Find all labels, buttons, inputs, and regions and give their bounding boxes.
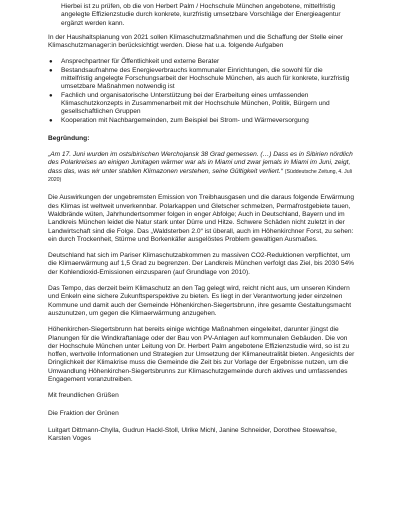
- task-item: ● Kooperation mit Nachbargemeinden, zum Beispiel bei Strom- und Wärmeversorgung: [48, 117, 356, 125]
- task-item: ● Bestandsaufnahme des Energieverbrauchs kommunaler Einrichtungen, die sowohl für die mittelfristig angelegte Forschungsarbeit der Hochschule München, als auch für konkrete, kurzfristig umsetzbare Maßnahmen notwendig ist: [48, 67, 356, 92]
- task-item: ● Ansprechpartner für Öffentlichkeit und externe Berater: [48, 58, 356, 66]
- greeting: Mit freundlichen Grüßen: [48, 392, 119, 400]
- quote-text: „Am 17. Juni wurden im ostsibirischen Werchojansk 38 Grad gemessen. (…) Dass es in Sibirien nördlich des Polarkreises an einigen Junitagen wärmer war als in Miami und zwar jemals in Miami im Juni, zeigt, dass das, was wir unter stabilen Klimazonen verstehen, seine Gültigkeit verliert.“: [48, 151, 353, 175]
- faction-name: Die Fraktion der Grünen: [48, 409, 119, 417]
- quote-block: [48, 151, 356, 184]
- reason-heading: Begründung:: [48, 134, 90, 142]
- tempo-paragraph: Das Tempo, das derzeit beim Klimaschutz an den Tag gelegt wird, reicht nicht aus, um unseren Kindern und Enkeln eine sichere Zukunftsperspektive zu bieten. Es liegt in der Verantwortung jeder einzelnen Kommune und damit auch der Gemeinde Höhenkirchen-Siegertsbrunn, ihre gesamte Gestaltungsmacht auszunutzen, um gegen die Klimaerwärmung anzugehen.: [48, 285, 352, 317]
- municipality-paragraph: Höhenkirchen-Siegertsbrunn hat bereits einige wichtige Maßnahmen eingeleitet, darunter jüngst die Planungen für die Windkraftanlage oder der Bau von PV-Anlagen auf kommunalen Gebäuden. Die von der Hochschule München unter Leitung von Dr. Herbert Palm angebotene Effizienzstudie wird, so ist zu hoffen, wertvolle Informationen und Strategien zur Umsetzung der Klimaneutralität bieten. Angesichts der Dringlichkeit der Klimakrise muss die Gemeinde die Zeit bis zur Vorlage der Ergebnisse nutzen, um die Umwandlung Höhenkirchen-Siegertsbrunns zur Klimaschutzgemeinde durch aktives und umfassendes Engagement voranzutreiben.: [48, 326, 355, 383]
- signatories: Luitgart Dittmann-Chylla, Gudrun Hackl-Stoll, Ulrike Michl, Janine Schneider, Dorothee Stoewahse, Karsten Voges: [48, 426, 337, 443]
- paris-paragraph: Deutschland hat sich im Pariser Klimaschutzabkommen zu massiven CO2-Reduktionen verpflichtet, um die Klimaerwärmung auf 1,5 Grad zu begrenzen. Der Landkreis München verfolgt das Ziel, bis 2030 54% der Kohlendioxid-Emissionen einzusparen (auf Grundlage von 2010).: [48, 252, 355, 276]
- task-item: ● Fachlich und organisatorische Unterstützung bei der Erarbeitung eines umfassenden Klimaschutzkonzepts in Zusammenarbeit mit der Hochschule München, Politik, Bürgern und gesellschaftlichen Gruppen: [48, 92, 356, 117]
- quote-source: (Süddeutsche Zeitung, 4. Juli 2020): [48, 168, 352, 184]
- intro-paragraph: Hierbei ist zu prüfen, ob die von Herbert Palm / Hochschule München angebotene, mittelfristig angelegte Effizienzstudie durch konkrete, kurzfristig umsetzbare Vorschläge der Energieagentur ergänzt werden kann.: [61, 3, 341, 27]
- impact-paragraph: Die Auswirkungen der ungebremsten Emission von Treibhausgasen und die daraus folgende Erwärmung des Klimas ist weltweit unverkennbar. Polarkappen und Gletscher schmelzen, Permafrostgebiete tauen, Waldbrände wüten, Jahrhundertsommer folgen in enger Abfolge; Auch in Deutschland, Bayern und im Landkreis München leidet die Natur stark unter Dürre und Hitze. Schwere Schäden nicht zuletzt in der Landwirtschaft sind die Folge. Das „Waldsterben 2.0“ ist überall, auch im Höhenkirchner Forst, zu sehen: ein durch Trockenheit, Stürme und Borkenkäfer ausgelöstes Problem gewaltigen Ausmaßes.: [48, 194, 355, 243]
- task-list: [48, 58, 356, 124]
- budget-paragraph: In der Haushaltsplanung von 2021 sollen Klimaschutzmaßnahmen und die Schaffung der Stelle einer Klimaschutzmanager:in berücksichtigt werden. Diese hat u.a. folgende Aufgaben: [48, 33, 343, 50]
